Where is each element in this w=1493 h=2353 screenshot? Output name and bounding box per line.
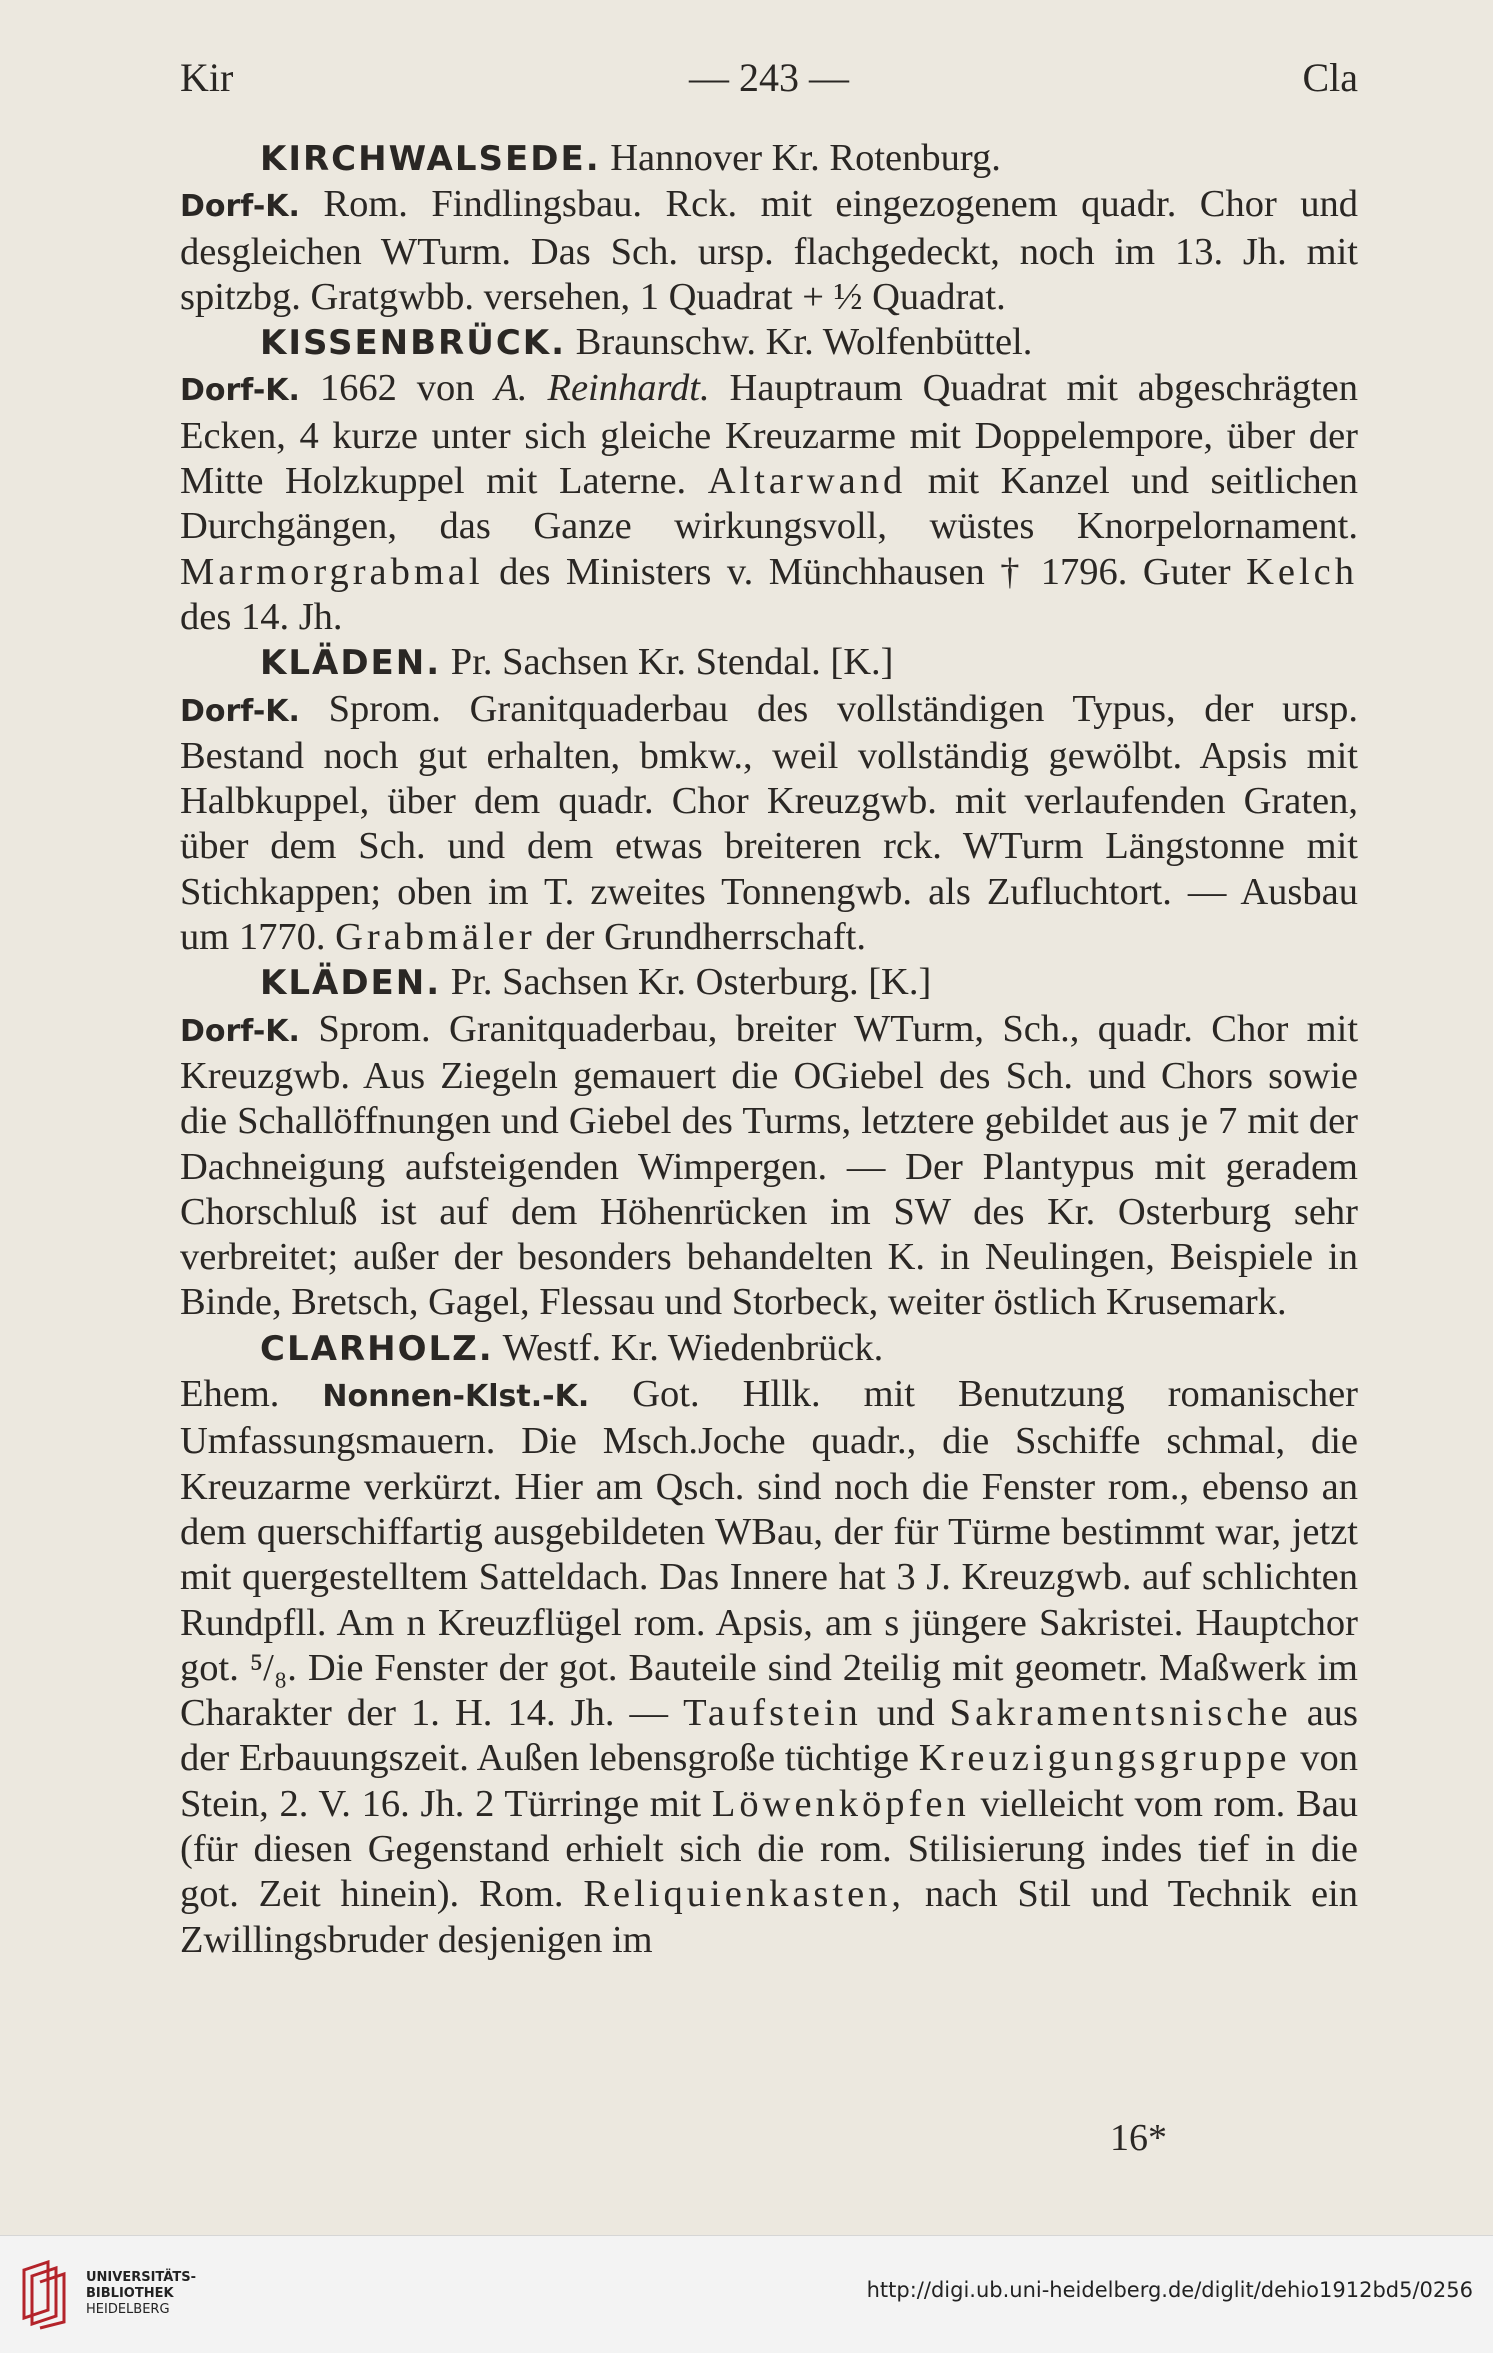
ub-heidelberg-logo-icon [18, 2260, 70, 2330]
spaced-term: Sakramentsnische [949, 1692, 1292, 1735]
entry-heading [180, 320, 1358, 366]
building-type: Dorf-K. [180, 1013, 300, 1049]
spaced-term: Altarwand [707, 460, 907, 503]
running-header [180, 48, 1358, 108]
spaced-term: Kreuzigungsgruppe [918, 1737, 1291, 1780]
region: Pr. Sachsen Kr. Osterburg. [K.] [450, 961, 932, 1004]
place-name: KLÄDEN. [260, 963, 442, 1004]
entry-body: der Grundherrschaft. [545, 916, 867, 959]
entry-body: Got. Hllk. mit Benutzung romanischer Umfassungsmauern. Die Msch.Joche quadr., die Sschiffe schmal, die Kreuzarme verkürzt. Hier am Qsch. sind noch die Fenster rom., ebenso an dem querschiffartig ausgebildeten WBau, der für Türme bestimmt war, jetzt mit quergestelltem Satteldach. Das Innere hat 3 J. Kreuzgwb. auf schlichten Rundpfll. Am n Kreuzflügel rom. Apsis, am s jüngere Sakristei. Hauptchor got. ⁵/₈. Die Fenster der got. Bauteile sind 2teilig mit geometr. Maßwerk im Charakter der 1. H. 14. Jh. — [180, 1373, 1359, 1735]
entry-body: aus der Erbauungszeit. Außen lebensgroße tüchtige [180, 1692, 1359, 1780]
spaced-term: Taufstein [683, 1692, 862, 1735]
entry-body: des Ministers v. Münchhausen † 1796. Guter [499, 550, 1231, 593]
place-name: KIRCHWALSEDE. [260, 139, 601, 179]
entry-klaeden-stendal [180, 640, 1358, 960]
entry-body: 1662 von [319, 367, 475, 410]
spaced-term: Grabmäler [335, 916, 536, 959]
building-type: Dorf-K. [180, 693, 300, 729]
region: Westf. Kr. Wiedenbrück. [502, 1326, 884, 1369]
region: Braunschw. Kr. Wolfenbüttel. [575, 321, 1033, 364]
entry-body: nach Stil und Technik ein Zwillingsbruder desjenigen im [180, 1873, 1358, 1961]
entry-body: Hauptraum Quadrat mit abgeschrägten Ecken, 4 kurze unter sich gleiche Kreuzarme mit Doppelempore, über der Mitte Holzkuppel mit Laterne. [180, 367, 1358, 503]
building-type: Dorf-K. [180, 373, 300, 409]
viewer-footer [0, 2235, 1493, 2353]
institution-line: BIBLIOTHEK [86, 2286, 174, 2301]
entry-body: und [876, 1692, 935, 1735]
place-name: KISSENBRÜCK. [260, 323, 567, 364]
spaced-term: Marmorgrabmal [180, 550, 484, 593]
institution-line: HEIDELBERG [86, 2302, 170, 2317]
entry-body: Rom. Findlingsbau. Rck. mit eingezogenem quadr. Chor und desgleichen WTurm. Das Sch. ursp. flachgedeckt, noch im 13. Jh. mit spitzbg. Gratgwbb. versehen, 1 Quadrat + ½ Quadrat. [180, 183, 1358, 318]
entry-text [180, 687, 1358, 961]
entry-clarholz [180, 1326, 1358, 1963]
entry-body: des 14. Jh. [180, 595, 343, 638]
page-body [180, 136, 1358, 1963]
institution-name [86, 2270, 196, 2318]
building-type: Dorf-K. [180, 189, 300, 225]
entry-body: Sprom. Granitquaderbau des vollständigen Typus, der ursp. Bestand noch gut erhalten, bmkw., weil vollständig gewölbt. Apsis mit Halbkuppel, über dem quadr. Chor Kreuzgwb. mit verlaufenden Graten, über dem Sch. und dem etwas breiteren rck. WTurm Längstonne mit Stichkappen; oben im T. zweites Tonnengwb. als Zufluchtort. — Ausbau um 1770. [180, 687, 1359, 959]
header-left-catchword: Kir [180, 55, 234, 100]
page-number: — 243 — [689, 55, 849, 100]
spaced-term: Kelch [1246, 550, 1359, 593]
entry-body: von Stein, 2. V. 16. Jh. 2 Türringe mit [180, 1737, 1359, 1825]
entry-text [180, 1007, 1358, 1326]
spaced-term: Löwenköpfen [711, 1782, 970, 1825]
entry-kissenbrueck [180, 320, 1358, 640]
region: Hannover Kr. Rotenburg. [610, 137, 1001, 179]
entry-kirchwalsede [180, 136, 1358, 320]
institution-line: UNIVERSITÄTS- [86, 2270, 196, 2285]
signature-mark: 16* [1110, 2117, 1167, 2159]
entry-heading [180, 136, 1358, 182]
entry-body: vielleicht vom rom. Bau (für diesen Gegenstand erhielt sich die rom. Stilisierung indes tief in die got. Zeit hinein). Rom. [180, 1782, 1359, 1916]
entry-heading [180, 640, 1358, 686]
spaced-term: Reliquienkasten, [583, 1873, 906, 1916]
region: Pr. Sachsen Kr. Stendal. [K.] [450, 641, 894, 684]
place-name: KLÄDEN. [260, 643, 442, 684]
entry-body: Sprom. Granitquaderbau, breiter WTurm, Sch., quadr. Chor mit Kreuzgwb. Aus Ziegeln gemauert die OGiebel des Sch. und Chors sowie die Schallöffnungen und Giebel des Turms, letztere gebildet aus je 7 mit der Dachneigung aufsteigenden Wimpergen. — Der Plantypus mit geradem Chorschluß ist auf dem Höhenrücken im SW des Kr. Osterburg sehr verbreitet; außer der besonders behandelten K. in Neulingen, Beispiele in Binde, Bretsch, Gagel, Flessau und Storbeck, weiter östlich Krusemark. [180, 1007, 1359, 1324]
place-name: CLARHOLZ. [260, 1328, 494, 1369]
entry-heading [180, 960, 1358, 1006]
source-url[interactable]: http://digi.ub.uni-heidelberg.de/diglit/dehio1912bd5/0256 [866, 2278, 1473, 2302]
entry-text [180, 366, 1358, 640]
entry-text [180, 1372, 1358, 1963]
author-name: A. Reinhardt. [494, 367, 710, 410]
entry-klaeden-osterburg [180, 960, 1358, 1325]
entry-heading [180, 1326, 1358, 1372]
building-type: Nonnen-Klst.-K. [322, 1379, 590, 1415]
entry-prefix: Ehem. [180, 1373, 280, 1416]
header-right-catchword: Cla [1302, 55, 1358, 100]
entry-body: mit Kanzel und seitlichen Durchgängen, das Ganze wirkungsvoll, wüstes Knorpelornament. [180, 460, 1359, 548]
entry-text [180, 182, 1358, 320]
